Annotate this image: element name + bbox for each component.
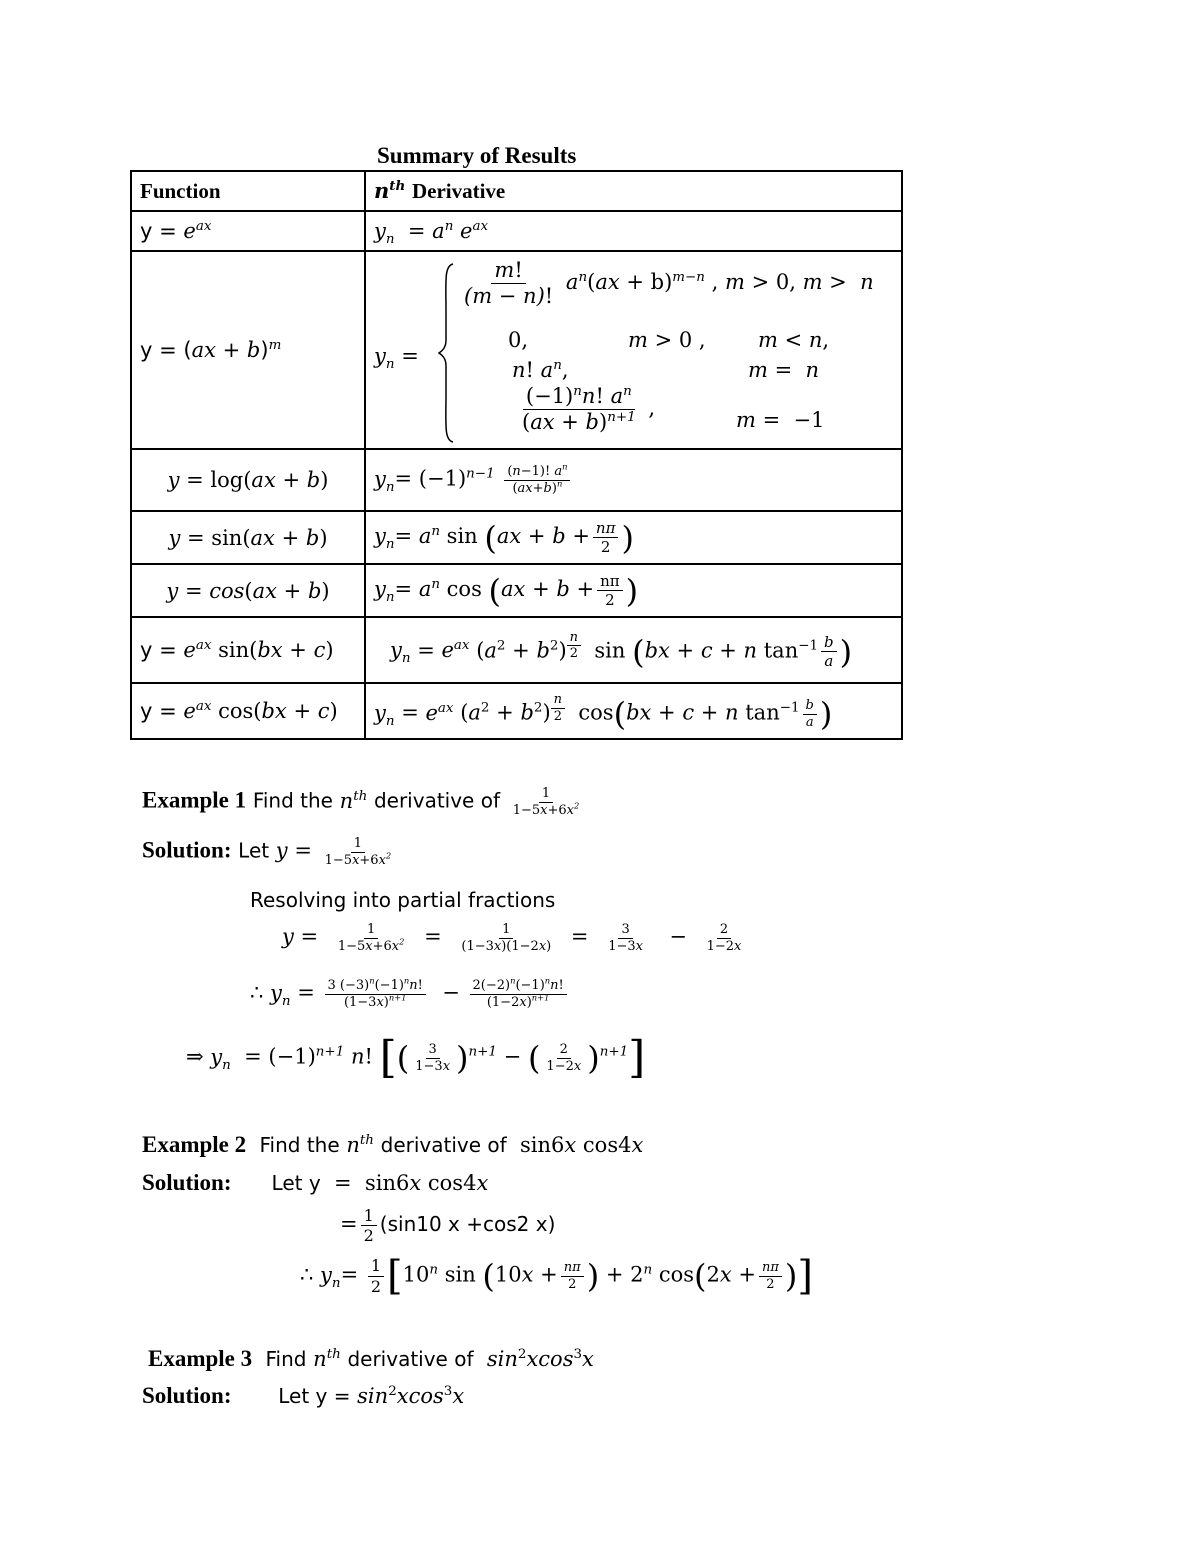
nth-derivative-step: ∴ $y_n$ = $\frac{3 (-3)^n(-1)^nn!}{(1-3x)^{n+1}}$ − $\frac{2(-2)^n(-1)^nn!}{(1-2x)^{n+1}}$ (250, 978, 570, 1010)
page-title: Summary of Results (377, 143, 577, 168)
table-row-power (131, 251, 902, 449)
function-cell: $y = e^{ax}$ (131, 211, 365, 251)
example-label: Example 3 (148, 1346, 253, 1371)
example-2-solution: Solution: Let y = sin6x cos4x (142, 1170, 489, 1195)
solution-label: Solution: (142, 837, 232, 863)
derivative-cell: $y_n= a^n$ cos (ax + b + $\frac{n\pi}{2}$ ) (365, 564, 902, 617)
partial-fraction-equation: y = $\frac{1}{1-5x+6x^2}$ = $\frac{1}{(1-3x)(1-2x)}$ = $\frac{3}{1-3x}$ − $\frac{2}{1-2x}$ (282, 922, 742, 954)
example-2-product-to-sum: = $\frac{1}{2}$ (sin10 x +cos2 x) (340, 1206, 556, 1246)
table-row-log (131, 449, 902, 511)
table-row-exponential (131, 211, 902, 251)
example-1-heading: Example 1 Find the $n^{th}$ derivative of $\frac{1}{1-5x+6x^2}$ (142, 786, 580, 818)
derivative-cell: $y_n= (-1)^{n-1}$ $\frac{(n-1)! a^n}{(ax+b)^n}$ (365, 449, 902, 511)
resolving-text: Resolving into partial fractions (250, 888, 556, 912)
table-row-cos (131, 564, 902, 617)
function-cell: $y = e^{ax}$ cos(bx + c) (131, 683, 365, 739)
derivative-cell: $y_n = e^{ax}$ $(a^2 + b^2)$ $^{\frac{n}{2}}$ cos(bx + c + n $\tan^{-1}$ $\frac{b}{a}$ ) (365, 683, 902, 739)
derivative-cell: $y_n$ = $\frac{m!}{(m - n)!}$ $a^n(ax + b)^{m-n}$ , m > 0, m > n 0, m > 0 , m < n, n! $a^n$, m = n $\frac{(-1)^nn! a^n}{(ax + b)^{n+1}}$ , m = −1 (365, 251, 902, 449)
example-label: Example 2 (142, 1132, 247, 1157)
example-3-solution: Solution: Let $y = \sin^2xcos^3x$ (142, 1383, 465, 1408)
results-table (130, 170, 903, 740)
left-brace-icon (438, 262, 454, 444)
table-header-row (131, 171, 902, 211)
solution-label: Solution: (142, 1170, 232, 1195)
function-cell: y = sin(ax + b) (131, 511, 365, 564)
example-2-heading: Example 2 Find the $n^{th}$ derivative of sin6x cos4x (142, 1132, 644, 1157)
derivative-cell: $y_n= a^n$ sin (ax + b + $\frac{n\pi}{2}$ ) (365, 511, 902, 564)
table-row-exp-cos (131, 683, 902, 739)
table-row-exp-sin (131, 617, 902, 683)
function-cell: y = cos(ax + b) (131, 564, 365, 617)
function-cell: y = (ax + b)$^m$ (131, 251, 365, 449)
example-2-result: ∴ $y_n=$ $\frac{1}{2}$ [10$^n$ sin (10x + $\frac{n\pi}{2}$ ) + $2^n$ cos(2x + $\frac{n\pi}{2}$ )] (300, 1253, 813, 1299)
solution-label: Solution: (142, 1383, 232, 1408)
header-function: Function (131, 171, 365, 211)
example-label: Example 1 (142, 787, 247, 813)
function-cell: y = log(ax + b) (131, 449, 365, 511)
header-nth-derivative: $n^{th}$ Derivative (365, 171, 902, 211)
example-1-solution: Solution: Let y = $\frac{1}{1-5x+6x^2}$ (142, 836, 392, 868)
table-row-sin (131, 511, 902, 564)
example-1-result: ⇒ $y_n = (-1)^{n+1}$ n! [( $\frac{3}{1-3x}$ )$^{n+1}$ − ( $\frac{2}{1-2x}$ )$^{n+1}$] (186, 1032, 646, 1083)
example-3-heading: Example 3 Find $n^{th}$ derivative of $\sin^2xcos^3x$ (148, 1346, 594, 1371)
function-cell: $y = e^{ax}$ sin(bx + c) (131, 617, 365, 683)
derivative-cell: $y_n = e^{ax}$ $(a^2 + b^2)$ $^{\frac{n}{2}}$ sin (bx + c + n $\tan^{-1}$ $\frac{b}{a}$ ) (365, 617, 902, 683)
derivative-cell: $y_n = a^n$ $e^{ax}$ (365, 211, 902, 251)
